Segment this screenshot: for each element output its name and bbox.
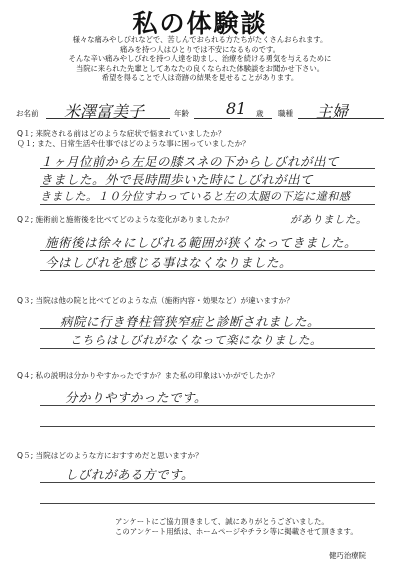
age-unit: 歳	[256, 109, 264, 118]
question-3	[17, 296, 294, 306]
page-title: 私の体験談	[132, 9, 268, 38]
question-5	[17, 451, 203, 461]
intro-line: 様々な痛みやしびれなどで、苦しんでおられる方たちがたくさんおられます。	[72, 35, 328, 44]
footer-line: このアンケート用紙は、ホームページやチラシ等に掲載させて頂きます。	[115, 527, 358, 536]
job-label: 職種	[278, 109, 293, 118]
name-value: 米澤富美子	[64, 102, 145, 121]
intro-line: 痛みを持つ人はひとりでは不安になるものです。	[120, 44, 280, 54]
age-value: 81	[226, 99, 247, 118]
question-4	[17, 371, 279, 381]
clinic-name: 健巧治療院	[329, 551, 366, 560]
age-label: 年齢	[174, 109, 189, 118]
intro-line: 当院に来られた先輩としてあなたの良くなられた体験談をお聞かせ下さい。	[75, 63, 325, 73]
answer-rule	[40, 348, 375, 349]
question-line: Q５; 当院はどのような方におすすめだと思いますか？	[17, 451, 203, 460]
footer-text	[115, 517, 358, 537]
answer-rule	[40, 250, 375, 251]
name-underline	[46, 118, 170, 119]
question-line: Ｑ１; また、日常生活や仕事ではどのような事に困っていましたか？	[17, 139, 250, 148]
answer-2-line: 今はしびれを感じる事はなくなりました。	[45, 255, 293, 270]
intro-line: 希望を得ることで人は奇跡の結果を見せることがあります。	[101, 73, 299, 83]
job-value: 主婦	[316, 102, 349, 121]
name-label: お名前	[16, 109, 39, 118]
answer-rule	[40, 482, 375, 483]
answer-5-line: しびれがある方です。	[65, 467, 195, 482]
answer-rule	[40, 204, 375, 205]
answer-rule	[40, 503, 375, 504]
question-line: Q３; 当院は他の院と比べてどのような点（施術内容・効果など）が違いますか？	[17, 296, 294, 305]
footer-line: アンケートにご協力頂きまして、誠にありがとうございました。	[115, 517, 329, 526]
profile-row	[16, 99, 386, 121]
answer-rule	[40, 168, 375, 169]
question-2-handwritten-suffix: がありました。	[290, 214, 367, 226]
answer-1-line: １ヶ月位前から左足の膝スネの下からしびれが出て	[40, 154, 340, 169]
answer-1-line: きました。１０分位すわっていると左の太腿の下迄に違和感	[40, 190, 351, 203]
answer-rule	[40, 426, 375, 427]
intro-text	[20, 35, 380, 83]
answer-4-line: 分かりやすかったです。	[65, 390, 208, 405]
answer-2-line: 施術後は徐々にしびれる範囲が狭くなってきました。	[45, 235, 358, 250]
answer-rule	[40, 186, 375, 187]
question-line: Q２; 施術前と施術後を比べてどのような変化がありましたか？	[17, 215, 233, 224]
answer-3-line: こちらはしびれがなくなって楽になりました。	[70, 333, 322, 347]
answer-1-line: きました。外で長時間歩いた時にしびれが出て	[40, 172, 314, 187]
answer-rule	[40, 405, 375, 406]
question-line: Q１; 来院される前はどのような症状で悩まれていましたか？	[17, 129, 226, 138]
question-line: Q４; 私の説明は分かりやすかったですか？また私の印象はいかがでしたか？	[17, 371, 279, 380]
answer-rule	[40, 270, 375, 271]
question-2	[17, 215, 233, 225]
age-underline	[194, 118, 272, 119]
question-1	[17, 129, 250, 149]
answer-3-line: 病院に行き脊柱管狭窄症と診断されました。	[60, 314, 321, 329]
job-underline	[298, 118, 384, 119]
answer-rule	[40, 328, 375, 329]
intro-line: そんな辛い痛みやしびれを持つ人達を助まし、治療を続ける勇気を与えるために	[68, 54, 332, 64]
